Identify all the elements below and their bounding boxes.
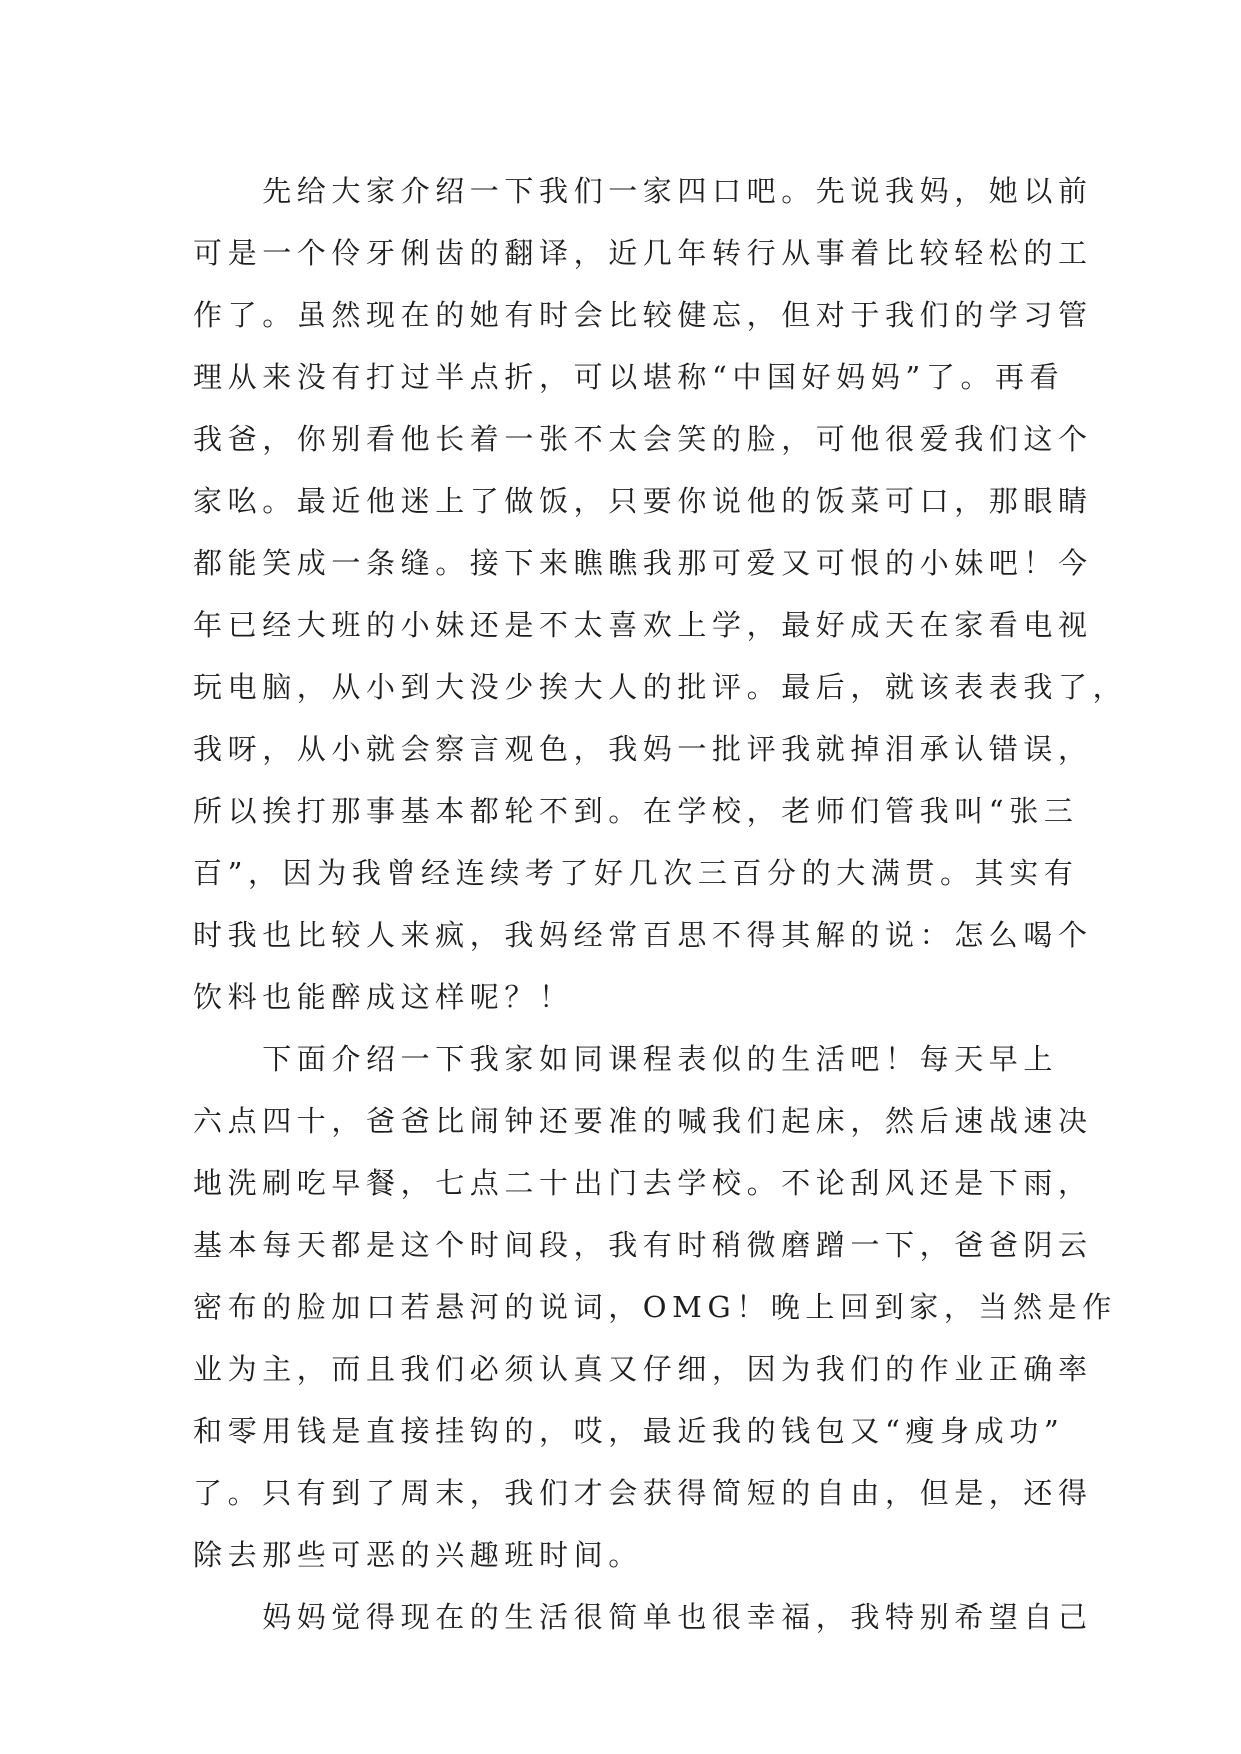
text-line: 理从来没有打过半点折，可以堪称“中国好妈妈”了。再看: [193, 360, 1065, 394]
text-line: 作了。虽然现在的她有时会比较健忘，但对于我们的学习管: [193, 298, 1093, 332]
text-line: 和零用钱是直接挂钩的，哎，最近我的钱包又“瘦身成功”: [193, 1414, 1065, 1448]
text-line: 玩电脑，从小到大没少挨大人的批评。最后，就该表表我了，: [193, 670, 1128, 704]
text-line: 时我也比较人来疯，我妈经常百思不得其解的说：怎么喝个: [193, 918, 1093, 952]
text-line: 所以挨打那事基本都轮不到。在学校，老师们管我叫“张三: [193, 794, 1079, 828]
paragraph-conclusion: [193, 1586, 1093, 1648]
paragraph-family-intro: [193, 160, 1128, 1028]
text-line: 我呀，从小就会察言观色，我妈一批评我就掉泪承认错误，: [193, 732, 1093, 766]
text-line: 业为主，而且我们必须认真又仔细，因为我们的作业正确率: [193, 1352, 1093, 1386]
text-line: 我爸，你别看他长着一张不太会笑的脸，可他很爱我们这个: [193, 422, 1093, 456]
paragraph-daily-life: [193, 1028, 1117, 1586]
text-line: 可是一个伶牙俐齿的翻译，近几年转行从事着比较轻松的工: [193, 236, 1093, 270]
text-line: 密布的脸加口若悬河的说词，OMG！晚上回到家，当然是作: [193, 1290, 1117, 1324]
text-line: 饮料也能醉成这样呢？！: [193, 980, 574, 1014]
text-line: 年已经大班的小妹还是不太喜欢上学，最好成天在家看电视: [193, 608, 1093, 642]
text-line: 地洗刷吃早餐，七点二十出门去学校。不论刮风还是下雨，: [193, 1166, 1093, 1200]
text-line: 都能笑成一条缝。接下来瞧瞧我那可爱又可恨的小妹吧！今: [193, 546, 1093, 580]
text-line: 家吆。最近他迷上了做饭，只要你说他的饭菜可口，那眼睛: [193, 484, 1093, 518]
document-body: [193, 160, 1128, 1648]
text-line: 下面介绍一下我家如同课程表似的生活吧！每天早上: [193, 1042, 1059, 1076]
text-line: 六点四十，爸爸比闹钟还要准的喊我们起床，然后速战速决: [193, 1104, 1093, 1138]
text-line: 基本每天都是这个时间段，我有时稍微磨蹭一下，爸爸阴云: [193, 1228, 1093, 1262]
text-line: 先给大家介绍一下我们一家四口吧。先说我妈，她以前: [193, 174, 1093, 208]
text-line: 百”，因为我曾经连续考了好几次三百分的大满贯。其实有: [193, 856, 1079, 890]
text-line: 除去那些可恶的兴趣班时间。: [193, 1538, 643, 1572]
text-line: 了。只有到了周末，我们才会获得简短的自由，但是，还得: [193, 1476, 1093, 1510]
text-line: 妈妈觉得现在的生活很简单也很幸福，我特别希望自己: [193, 1600, 1093, 1634]
